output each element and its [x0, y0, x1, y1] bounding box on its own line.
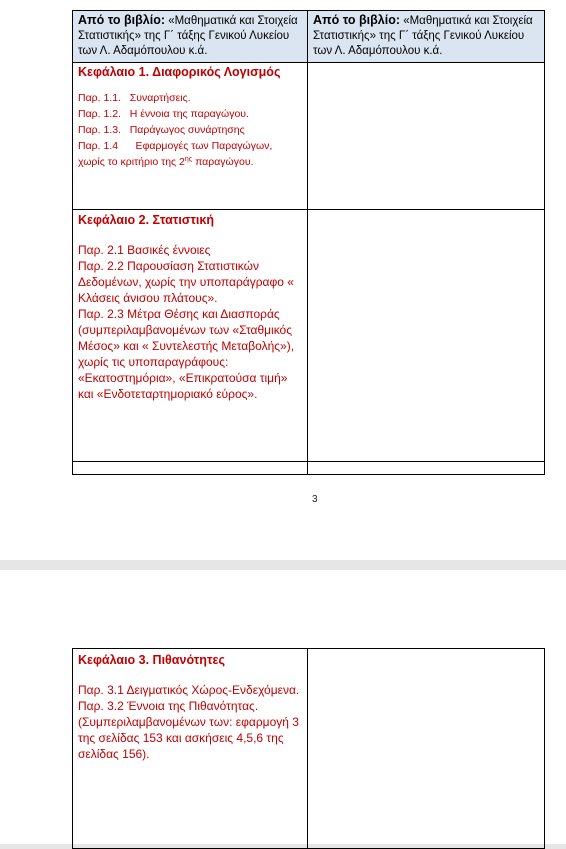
- chapter1-item: Παρ. 1.2. Η έννοια της παραγώγου.: [78, 108, 249, 120]
- header-left-bold: Από το βιβλίο:: [78, 13, 165, 27]
- header-right-text: «Μαθηματικά και Στοιχεία Στατιστικής» της Γ΄ τάξης Γενικού Λυκείου των Λ. Αδαμόπουλου κ.ά.: [313, 15, 533, 57]
- chapter1-item: Παρ. 1.4 Εφαρμογές των Παραγώγων,: [78, 140, 273, 152]
- chapter3-paragraph: Παρ. 3.2 Έννοια της Πιθανότητας. (Συμπεριλαμβανομένων των: εφαρμογή 3 της σελίδας 153 και ασκήσεις 4,5,6 της σελίδας 156).: [78, 699, 299, 761]
- chapter1-item: Παρ. 1.1. Συναρτήσεις.: [78, 92, 191, 104]
- chapter3-title: Κεφάλαιο 3. Πιθανότητες: [78, 653, 225, 667]
- chapter3-paragraph: Παρ. 3.1 Δειγματικός Χώρος-Ενδεχόμενα.: [78, 683, 300, 697]
- empty-cell: [308, 63, 545, 210]
- empty-cell: [308, 649, 545, 849]
- page-number: 3: [312, 494, 318, 505]
- chapter1-title: Κεφάλαιο 1. Διαφορικός Λογισμός: [78, 65, 281, 79]
- chapter2-paragraph: Παρ. 2.3 Μέτρα Θέσης και Διασποράς (συμπεριλαμβανομένων των «Σταθμικός Μέσος» και « Συντελεστής Μεταβολής»), χωρίς τις υποπαραγράφους: «Εκατοστημόρια», «Επικρατούσα τιμή» και «Ενδοτεταρτημοριακό εύρος».: [78, 307, 295, 401]
- chapter2-paragraph: Παρ. 2.2 Παρουσίαση Στατιστικών Δεδομένων, χωρίς την υποπαράγραφο « Κλάσεις άνισου πλάτους».: [78, 259, 294, 305]
- chapter2-cell: [73, 210, 308, 462]
- header-left-text: «Μαθηματικά και Στοιχεία Στατιστικής» της Γ΄ τάξης Γενικού Λυκείου των Λ. Αδαμόπουλου κ.ά.: [78, 15, 298, 57]
- document-page-2: [0, 570, 566, 844]
- syllabus-table: [72, 10, 545, 475]
- empty-cell: [308, 462, 545, 475]
- chapter1-item: Παρ. 1.3. Παράγωγος συνάρτησης: [78, 124, 245, 136]
- chapter2-paragraph: Παρ. 2.1 Βασικές έννοιες: [78, 243, 211, 257]
- syllabus-table-continued: [72, 648, 545, 849]
- empty-cell: [308, 210, 545, 462]
- header-right-bold: Από το βιβλίο:: [313, 13, 400, 27]
- header-cell-left: [73, 11, 308, 63]
- chapter1-item-text: χωρίς το κριτήριο της 2: [78, 156, 185, 168]
- chapter1-item-text: παραγώγου.: [192, 156, 254, 168]
- chapter1-item-cont: [78, 154, 302, 170]
- header-cell-right: [308, 11, 545, 63]
- empty-cell: [73, 462, 308, 475]
- chapter1-cell: [73, 63, 308, 210]
- chapter3-cell: [73, 649, 308, 849]
- chapter2-title: Κεφάλαιο 2. Στατιστική: [78, 213, 215, 227]
- superscript: ης: [184, 156, 193, 163]
